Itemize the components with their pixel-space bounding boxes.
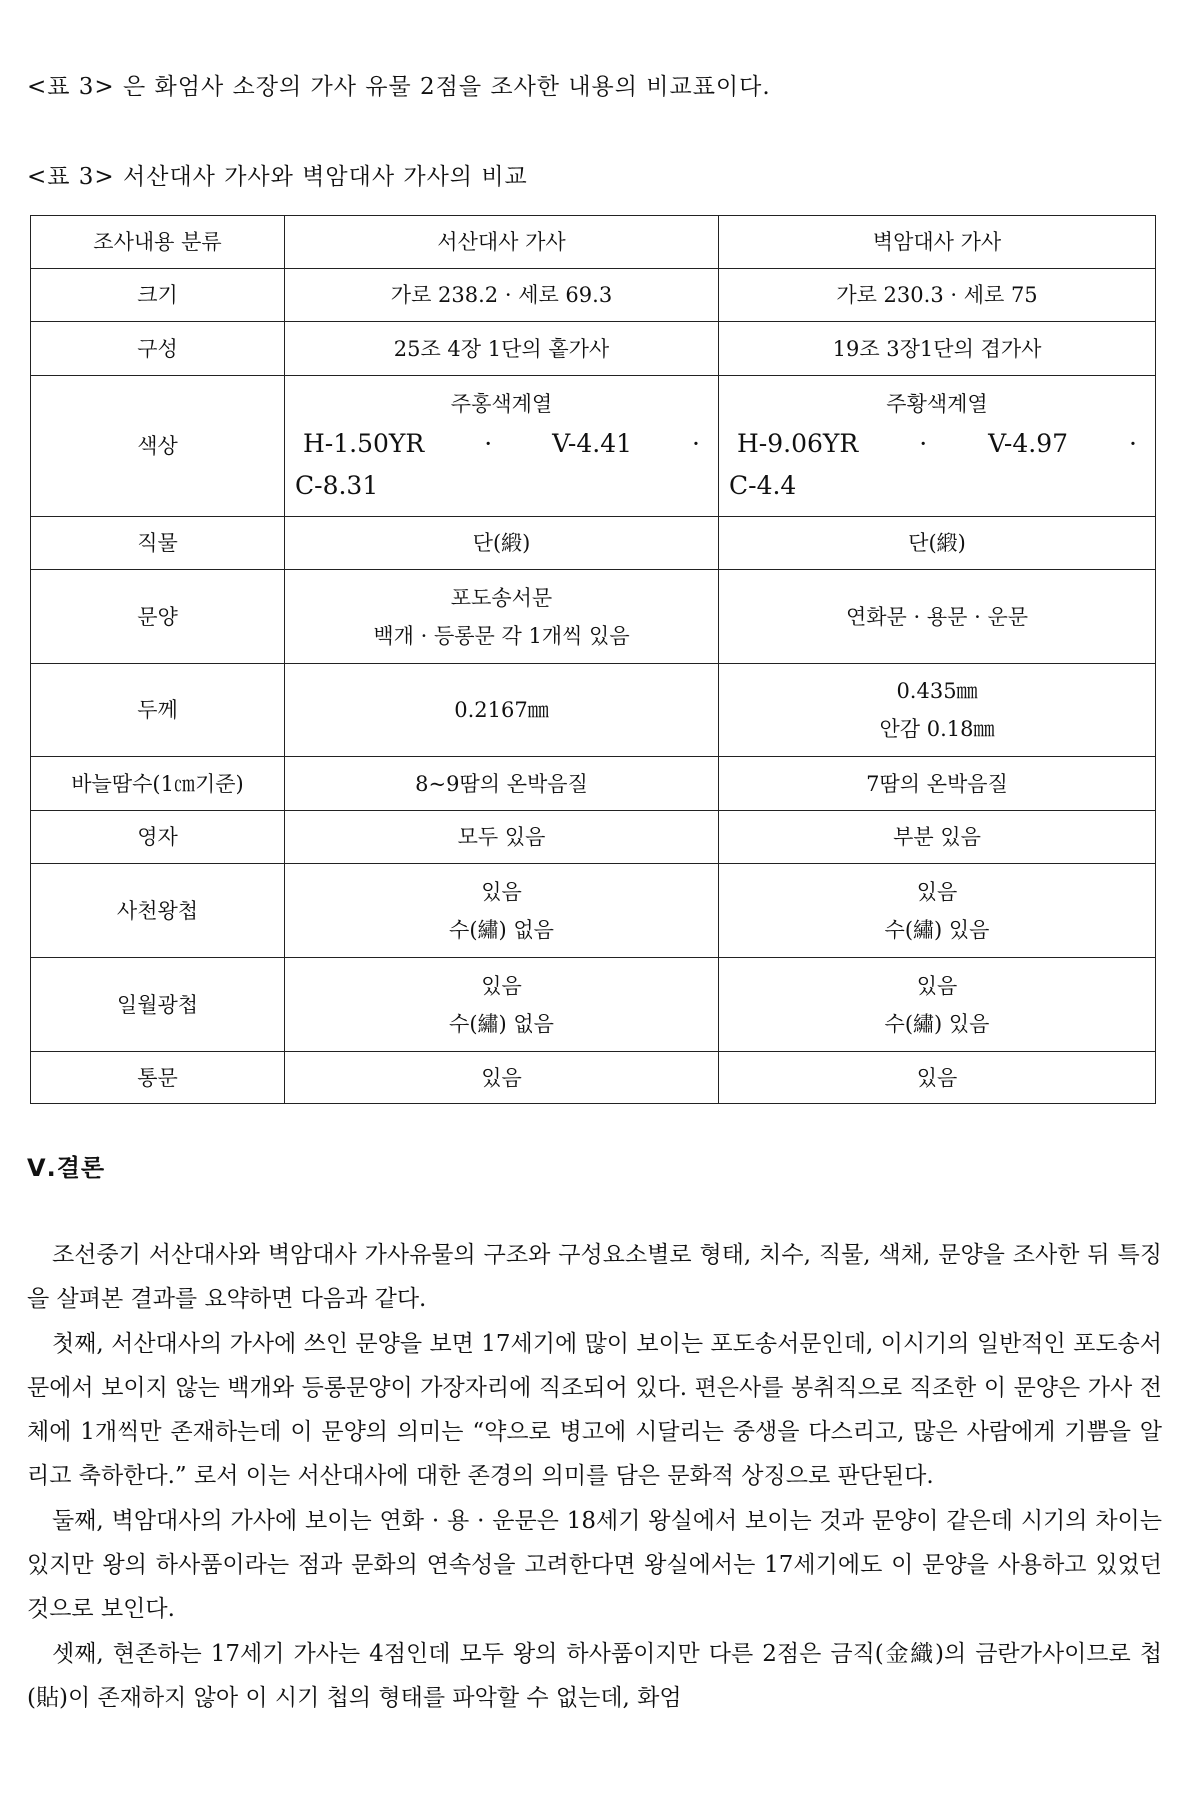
seosan-value: 단(緞) (285, 517, 719, 570)
row-label: 사천왕첩 (31, 864, 285, 958)
conclusion-body (27, 1233, 1162, 1720)
row-label: 문양 (31, 570, 285, 664)
separator: · (692, 429, 700, 458)
table-row-pattern (31, 570, 1156, 664)
seosan-value: 있음 (285, 1052, 719, 1104)
pattern-line: 포도송서문 (450, 585, 553, 610)
pattern-line: 백개 · 등롱문 각 1개씩 있음 (373, 623, 630, 648)
thickness-line: 안감 0.18㎜ (879, 717, 995, 741)
table-header-row (31, 216, 1156, 269)
presence-line: 있음 (916, 973, 958, 998)
byeogam-value: 가로 230.3 · 세로 75 (719, 269, 1156, 322)
separator: · (484, 429, 493, 458)
row-label: 직물 (31, 517, 285, 570)
table-row-stitch (31, 757, 1156, 811)
row-label: 두께 (31, 664, 285, 757)
paragraph-third: 셋째, 현존하는 17세기 가사는 4점인데 모두 왕의 하사품이지만 다른 2점은 금직(金織)의 금란가사이므로 첩(貼)이 존재하지 않아 이 시기 첩의 형태를 파악할 수 없는데, 화엄 (27, 1640, 1162, 1711)
table-row-sacheon (31, 864, 1156, 958)
byeogam-value: 7땀의 온박음질 (719, 757, 1156, 811)
presence-line: 있음 (481, 879, 522, 904)
header-category: 조사내용 분류 (31, 216, 285, 269)
table-row-composition (31, 322, 1156, 376)
byeogam-color (719, 376, 1156, 517)
header-byeogam: 벽암대사 가사 (719, 216, 1156, 269)
row-label: 구성 (31, 322, 285, 376)
section-heading: Ⅴ.결론 (27, 1154, 106, 1182)
separator: · (919, 429, 928, 458)
seosan-value (285, 958, 719, 1052)
embroidery-line: 수(繡) 있음 (884, 1011, 990, 1036)
table-row-fabric (31, 517, 1156, 570)
seosan-value: 0.2167㎜ (285, 664, 719, 757)
row-label: 일월광첩 (31, 958, 285, 1052)
comparison-table (30, 215, 1156, 1104)
hue-value: H-9.06YR (737, 429, 859, 458)
byeogam-value: 19조 3장1단의 겹가사 (719, 322, 1156, 376)
byeogam-value (719, 958, 1156, 1052)
seosan-color (285, 376, 719, 517)
paragraph-first: 첫째, 서산대사의 가사에 쓰인 문양을 보면 17세기에 많이 보이는 포도송서문인데, 이시기의 일반적인 포도송서문에서 보이지 않는 백개와 등롱문양이 가장자리에 직조되어 있다. 편은사를 봉취직으로 직조한 이 문양은 가사 전체에 1개씩만 존재하는데 이 문양의 의미는 “약으로 병고에 시달리는 중생을 다스리고, 많은 사람에게 기쁨을 알리고 축하한다.” 로서 이는 서산대사에 대한 존경의 의미를 담은 문화적 상징으로 판단된다. (27, 1330, 1162, 1490)
chroma-value: C-8.31 (295, 471, 379, 500)
color-hv (295, 422, 708, 466)
value-value: V-4.41 (552, 429, 633, 458)
presence-line: 있음 (916, 879, 958, 904)
paragraph-intro: 조선중기 서산대사와 벽암대사 가사유물의 구조와 구성요소별로 형태, 치수, 직물, 색채, 문양을 조사한 뒤 특징을 살펴본 결과를 요약하면 다음과 같다. (27, 1242, 1162, 1313)
color-hv (729, 422, 1145, 466)
table-row-yeongja (31, 811, 1156, 864)
byeogam-value: 연화문 · 용문 · 운문 (719, 570, 1156, 664)
thickness-line: 0.435㎜ (896, 679, 978, 703)
row-label: 크기 (31, 269, 285, 322)
row-label: 통문 (31, 1052, 285, 1104)
hue-value: H-1.50YR (303, 429, 425, 458)
row-label: 색상 (31, 376, 285, 517)
value-value: V-4.97 (988, 429, 1069, 458)
embroidery-line: 수(繡) 없음 (449, 917, 554, 942)
table-row-color (31, 376, 1156, 517)
table-row-tongmun (31, 1052, 1156, 1104)
presence-line: 있음 (481, 973, 522, 998)
row-label: 바늘땀수(1㎝기준) (31, 757, 285, 811)
embroidery-line: 수(繡) 있음 (884, 917, 990, 942)
byeogam-value: 있음 (719, 1052, 1156, 1104)
seosan-value (285, 864, 719, 958)
chroma-value: C-4.4 (729, 471, 797, 500)
seosan-value: 25조 4장 1단의 홑가사 (285, 322, 719, 376)
seosan-value: 8~9땀의 온박음질 (285, 757, 719, 811)
seosan-value (285, 570, 719, 664)
table-caption: <표 3> 서산대사 가사와 벽암대사 가사의 비교 (27, 164, 528, 190)
seosan-value: 모두 있음 (285, 811, 719, 864)
embroidery-line: 수(繡) 없음 (449, 1011, 554, 1036)
separator: · (1129, 429, 1137, 458)
table-row-size (31, 269, 1156, 322)
color-family: 주황색계열 (886, 392, 988, 416)
color-family: 주홍색계열 (450, 392, 553, 416)
intro-sentence: <표 3> 은 화엄사 소장의 가사 유물 2점을 조사한 내용의 비교표이다. (27, 74, 771, 100)
seosan-value: 가로 238.2 · 세로 69.3 (285, 269, 719, 322)
byeogam-value (719, 864, 1156, 958)
paragraph-second: 둘째, 벽암대사의 가사에 보이는 연화 · 용 · 운문은 18세기 왕실에서 보이는 것과 문양이 같은데 시기의 차이는 있지만 왕의 하사품이라는 점과 문화의 연속성을 고려한다면 왕실에서는 17세기에도 이 문양을 사용하고 있었던 것으로 보인다. (27, 1507, 1162, 1623)
table-row-ilwol (31, 958, 1156, 1052)
header-seosan: 서산대사 가사 (285, 216, 719, 269)
byeogam-value: 단(緞) (719, 517, 1156, 570)
byeogam-value (719, 664, 1156, 757)
byeogam-value: 부분 있음 (719, 811, 1156, 864)
row-label: 영자 (31, 811, 285, 864)
table-row-thickness (31, 664, 1156, 757)
